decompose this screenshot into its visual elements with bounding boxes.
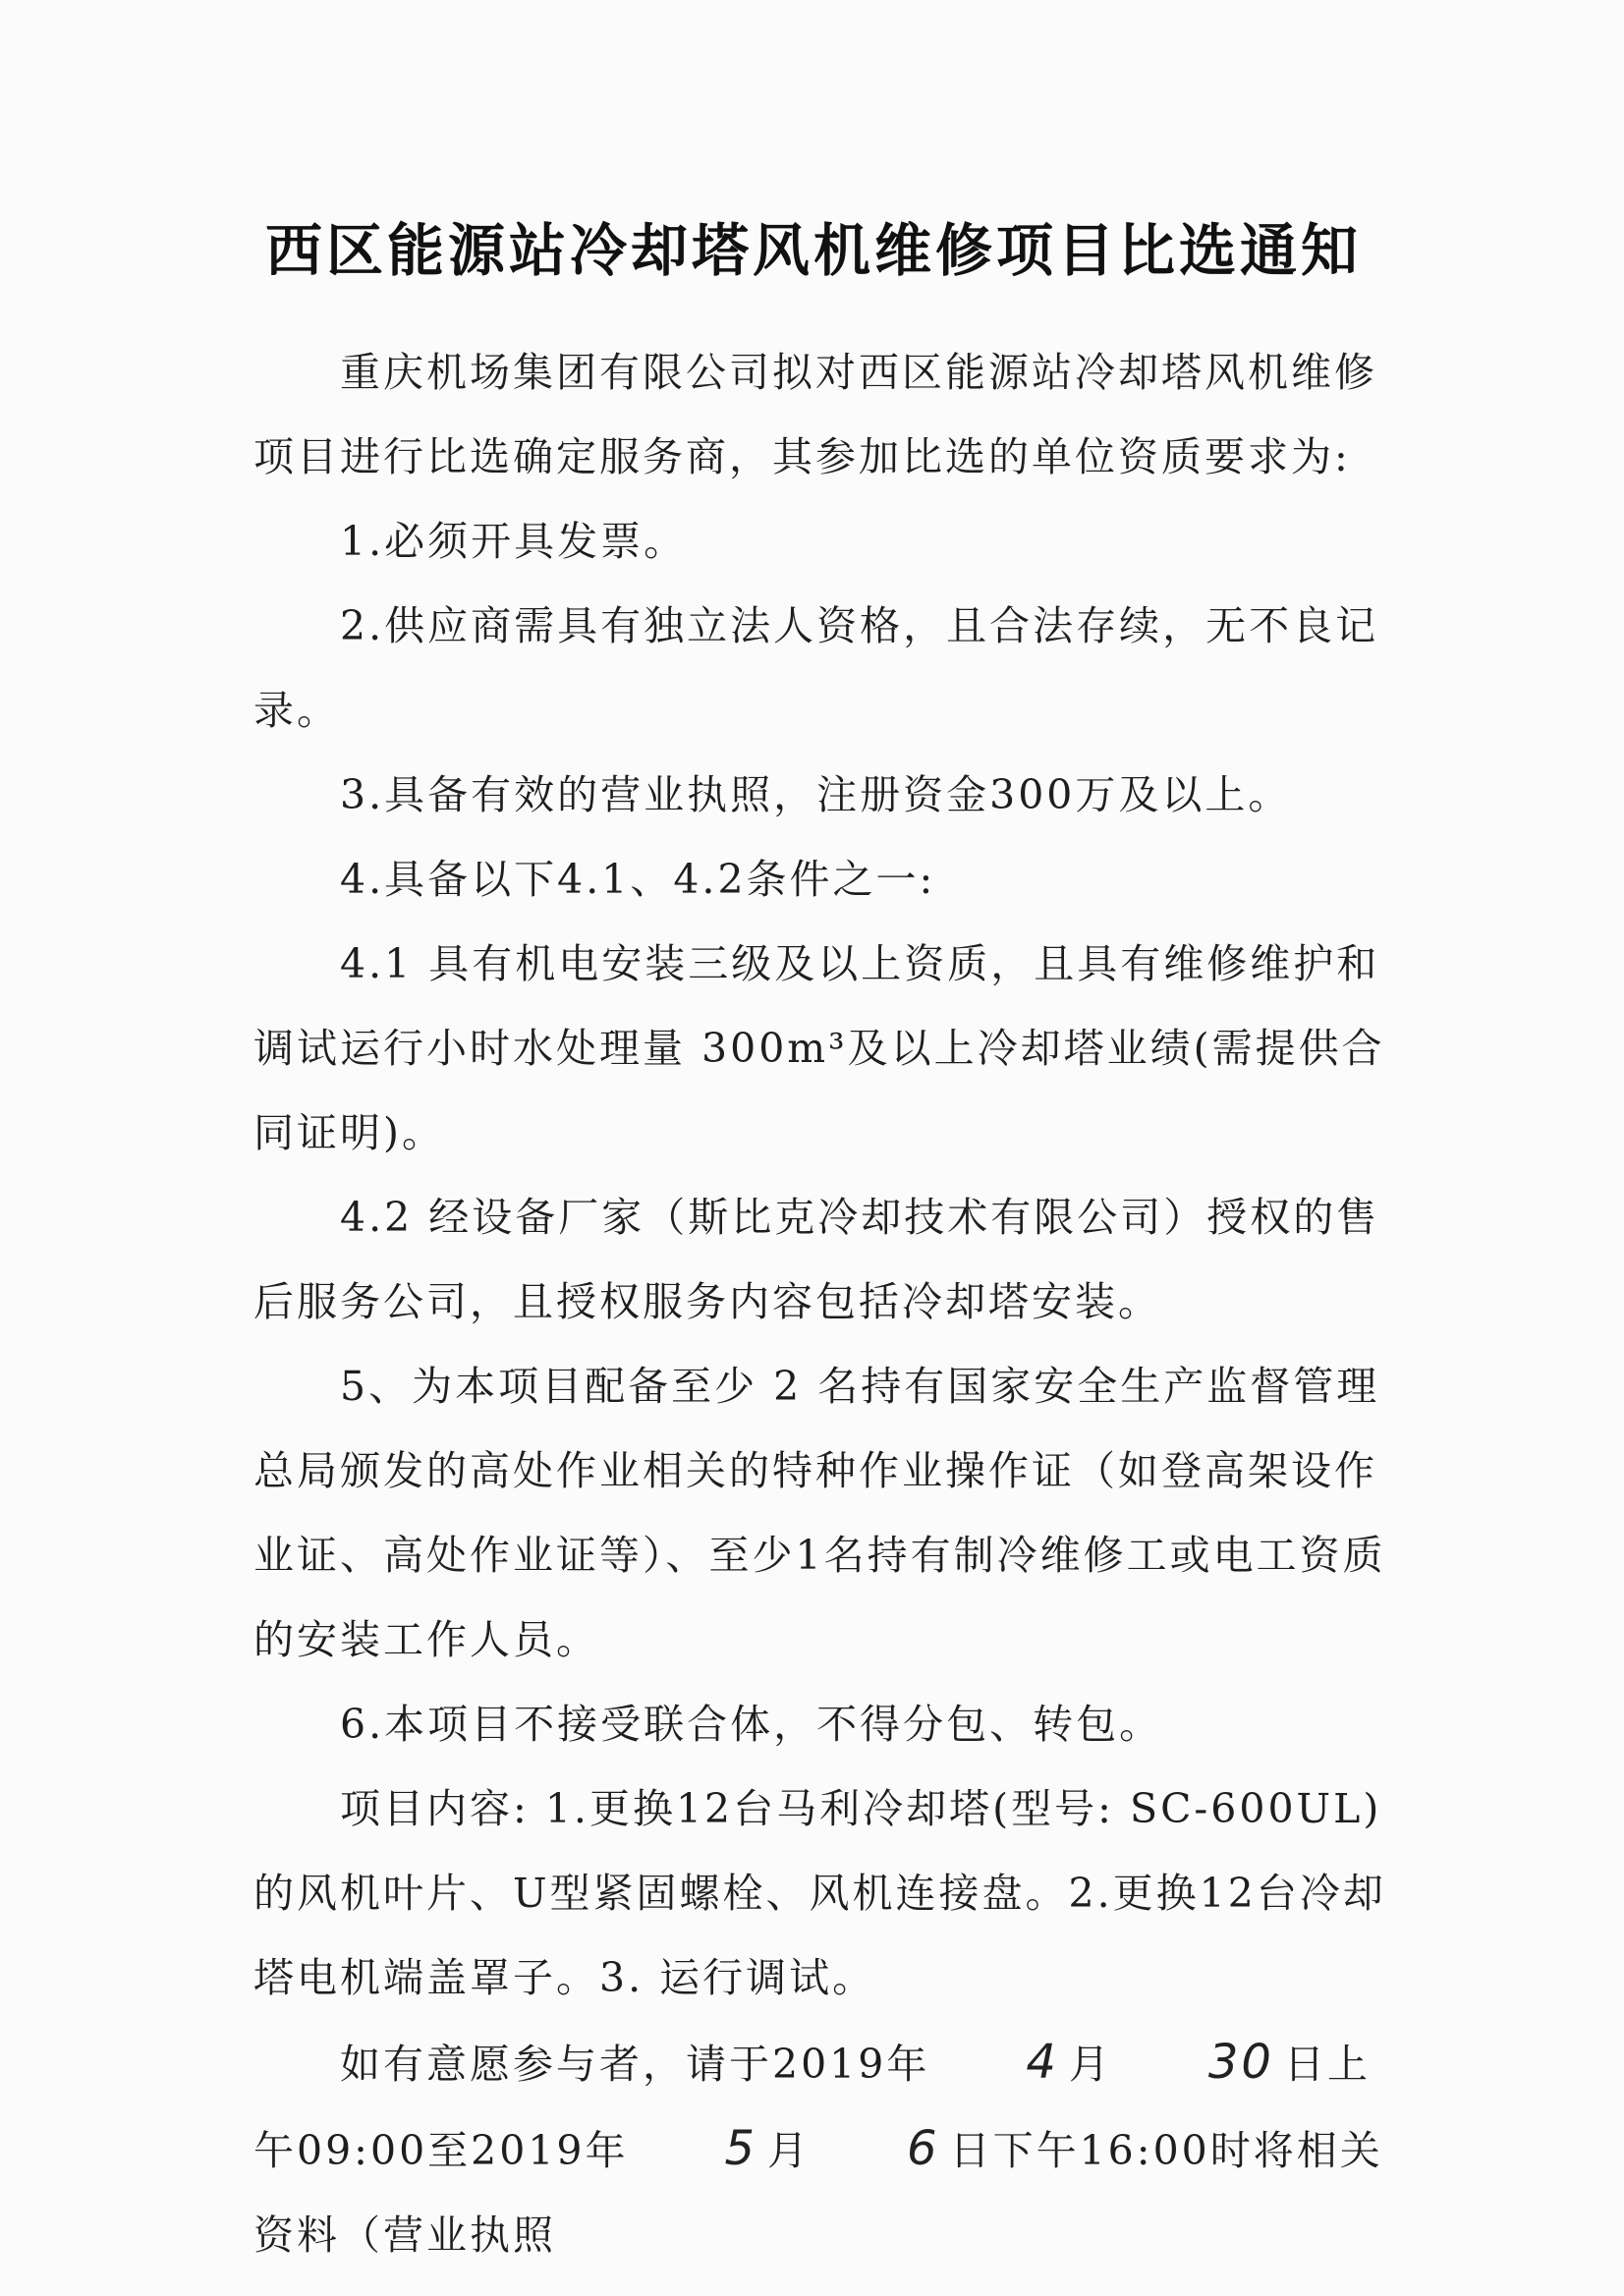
apply-text-3: 日上午09:00至2019年 (253, 2041, 1371, 2174)
project-content: 项目内容: 1.更换12台马利冷却塔(型号: SC-600UL)的风机叶片、U型紧固螺栓、风机连接盘。2.更换12台冷却塔电机端盖罩子。3. 运行调试。 (253, 1785, 1386, 2001)
handwritten-month-2: 5 (724, 2121, 758, 2176)
document-body (253, 330, 1388, 2277)
apply-text-1: 如有意愿参与者，请于2019年 (340, 2041, 930, 2088)
requirement-4: 4.具备以下4.1、4.2条件之一: (340, 856, 936, 903)
apply-text-5: 日下午16:00时将相关资料（营业执照 (253, 2127, 1383, 2259)
intro-paragraph: 重庆机场集团有限公司拟对西区能源站冷却塔风机维修项目进行比选确定服务商，其参加比选的单位资质要求为: (253, 349, 1377, 480)
document-title: 西区能源站冷却塔风机维修项目比选通知 (265, 217, 1363, 284)
requirement-3: 3.具备有效的营业执照，注册资金300万及以上。 (340, 771, 1292, 818)
application-paragraph (253, 2020, 1388, 2277)
requirement-4-1: 4.1 具有机电安装三级及以上资质，且具有维修维护和调试运行小时水处理量 300m³及以上冷却塔业绩(需提供合同证明)。 (253, 940, 1385, 1156)
requirement-4-2: 4.2 经设备厂家（斯比克冷却技术有限公司）授权的售后服务公司，且授权服务内容包括冷却塔安装。 (253, 1194, 1380, 1325)
apply-text-4: 月 (767, 2127, 812, 2174)
handwritten-day-1: 30 (1207, 2035, 1274, 2090)
requirement-1: 1.必须开具发票。 (340, 518, 688, 565)
handwritten-month-1: 4 (1026, 2035, 1059, 2090)
requirement-6: 6.本项目不接受联合体，不得分包、转包。 (340, 1701, 1163, 1748)
handwritten-day-2: 6 (907, 2121, 940, 2176)
apply-text-2: 月 (1068, 2041, 1112, 2088)
requirement-5: 5、为本项目配备至少 2 名持有国家安全生产监督管理总局颁发的高处作业相关的特种作业操作证（如登高架设作业证、高处作业证等）、至少1名持有制冷维修工或电工资质的安装工作人员。 (253, 1363, 1386, 1663)
requirement-2: 2.供应商需具有独立法人资格，且合法存续，无不良记录。 (253, 602, 1379, 734)
